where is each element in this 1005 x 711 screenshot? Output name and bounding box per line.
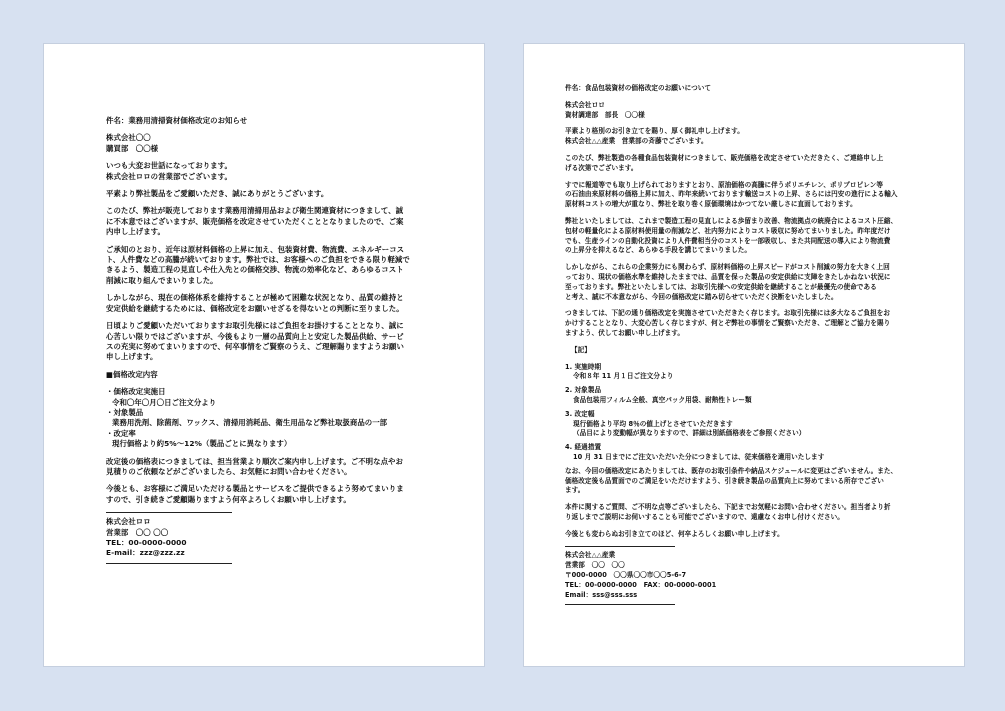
text-line: ご承知のとおり、近年は原材料価格の上昇に加え、包装資材費、物流費、エネルギーコス bbox=[106, 244, 405, 254]
paragraph-7 bbox=[565, 503, 926, 523]
signature-name: 営業部 〇〇 〇〇 bbox=[106, 527, 169, 537]
item-label: 3. 改定幅 bbox=[565, 409, 595, 418]
document-page-2 bbox=[523, 43, 965, 667]
text-line: 原材料コストの増大が重なり、弊社を取り巻く原価環境はかつてない厳しさに直面しております。 bbox=[565, 200, 857, 209]
text-line: 削減に取り組んでまいりました。 bbox=[106, 275, 218, 285]
text-line: すので、引き続きご愛顧賜りますよう何卒よろしくお願い申し上げます。 bbox=[106, 494, 351, 504]
paragraph-3 bbox=[106, 293, 424, 314]
price-details bbox=[106, 387, 424, 449]
ki-heading: 【記】 bbox=[571, 345, 591, 354]
text-line: 安定供給を継続するためには、価格改定をお願いせざるを得ないとの判断に至りました。 bbox=[106, 303, 404, 313]
signature-block bbox=[106, 517, 424, 559]
greeting-line: 平素より格別のお引き立てを賜り、厚く御礼申し上げます。 bbox=[565, 127, 744, 136]
subject-line: 件名：食品包装資材の価格改定のお願いについて bbox=[565, 84, 712, 92]
text-line: すでに報道等でも取り上げられておりますとおり、原油価格の高騰に伴うポリエチレン、ポリプロピレン等 bbox=[565, 180, 883, 189]
text-line: の石油由来原材料の価格上昇に加え、昨年来続いております輸送コストの上昇、さらには円安の進行による輸入 bbox=[565, 190, 898, 199]
recipient-dept: 購買部 〇〇様 bbox=[106, 143, 159, 153]
paragraph-4 bbox=[106, 321, 424, 363]
item-text: 令和８年 11 月１日ご注文分より bbox=[573, 372, 674, 381]
text-line: に不本意ではございますが、販売価格を改定させていただくこととなりましたので、ご案 bbox=[106, 216, 404, 226]
signature-company: 株式会社ロロ bbox=[106, 517, 151, 527]
paragraph-1 bbox=[565, 154, 926, 174]
recipient-company: 株式会社ロロ bbox=[565, 100, 605, 109]
signature-address: 〒000-0000 〇〇県〇〇市〇〇5-6-7 bbox=[565, 571, 687, 580]
text-line: しかしながら、現在の価格体系を維持することが極めて困難な状況となり、品質の維持と bbox=[106, 293, 404, 303]
text-line: でも、生産ラインの自動化投資により人件費相当分のコストを一部吸収し、また共同配送の導入により物流費 bbox=[565, 236, 891, 245]
text-line: 申し上げます。 bbox=[106, 352, 158, 362]
text-line: 包材の軽量化による原材料使用量の削減など、社内努力によりコスト吸収に努めてまいりました。昨年度だけ bbox=[565, 226, 891, 235]
text-line: 改定後の価格表につきましては、担当営業より順次ご案内申し上げます。ご不明な点やお bbox=[106, 456, 403, 466]
text-line: このたび、弊社製造の各種食品包装資材につきまして、販売価格を改定させていただきたく、ご連絡申し上 bbox=[565, 153, 884, 162]
signature-tel: TEL：00-0000-0000 bbox=[106, 538, 187, 547]
paragraph-5 bbox=[565, 309, 926, 338]
paragraph-2 bbox=[565, 181, 926, 210]
detail-label: ・対象製品 bbox=[106, 407, 144, 417]
paragraph-3 bbox=[565, 217, 926, 256]
signature-email: E-mail：zzz@zzz.zz bbox=[106, 548, 185, 558]
signature-name: 営業部 〇〇 〇〇 bbox=[565, 561, 625, 570]
text-line: の上昇分を抑えるなど、あらゆる手段を講じてまいりました。 bbox=[565, 246, 752, 255]
detail-value: 業務用洗剤、除菌剤、ワックス、清掃用消耗品、衛生用品など弊社取扱商品の一部 bbox=[112, 418, 388, 428]
text-line: 価格改定後も品質面でのご満足をいただけますよう、引き続き製品の品質向上に努めてまいる所存でござい bbox=[565, 476, 884, 485]
item-label: 1. 実施時期 bbox=[565, 362, 602, 371]
detail-value: 令和〇年〇月〇日ご注文分より bbox=[112, 397, 217, 407]
thanks-paragraph: 平素より弊社製品をご愛顧いただき、誠にありがとうございます。 bbox=[106, 189, 329, 199]
greeting-line: いつも大変お世話になっております。 bbox=[106, 161, 232, 171]
item-label: 4. 経過措置 bbox=[565, 443, 602, 452]
text-line: 見積りのご依頼などがございましたら、お気軽にお問い合わせください。 bbox=[106, 466, 352, 476]
item-text: 食品包装用フィルム全般、真空パック用袋、耐熱性トレー類 bbox=[573, 395, 752, 404]
paragraph-5 bbox=[106, 457, 424, 478]
greeting-line: 株式会社ロロの営業部でございます。 bbox=[106, 171, 232, 181]
text-line: ますよう、伏してお願い申し上げます。 bbox=[565, 328, 685, 337]
item-text: （品目により変動幅が異なりますので、詳細は別紙価格表をご参照ください） bbox=[573, 429, 806, 438]
text-line: げる次第でございます。 bbox=[565, 163, 638, 172]
item-label: 2. 対象製品 bbox=[565, 386, 602, 395]
recipient-dept: 資材調達部 部長 〇〇様 bbox=[565, 110, 645, 119]
text-line: しかしながら、これらの企業努力にも関わらず、原材料価格の上昇スピードがコスト削減の努力を大きく上回 bbox=[565, 263, 890, 272]
detail-value: 現行価格より約5%～12%（製品ごとに異なります） bbox=[112, 439, 292, 449]
paragraph-4 bbox=[565, 263, 926, 302]
signature-tel-fax: TEL：00-0000-0000 FAX：00-0000-0001 bbox=[565, 580, 717, 589]
paragraph-1 bbox=[106, 206, 424, 237]
text-line: と考え、誠に不本意ながら、今回の価格改定に踏み切らせていただく決断をいたしました。 bbox=[565, 292, 838, 301]
item-list bbox=[565, 363, 926, 463]
text-line: スの充実に努めてまいりますので、何卒事情をご賢察のうえ、ご理解賜りますようお願い bbox=[106, 341, 404, 351]
text-line: 日頃よりご愛顧いただいておりますお取引先様にはご負担をお掛けすることとなり、誠に bbox=[106, 321, 404, 331]
detail-label: ・改定率 bbox=[106, 428, 136, 438]
text-line: 至っております。弊社といたしましては、お取引先様への安定供給を継続することが最優先の使命である bbox=[565, 282, 877, 291]
text-line: このたび、弊社が販売しております業務用清掃用品および衛生関連資材につきまして、誠 bbox=[106, 206, 404, 216]
text-line: かけすることとなり、大変心苦しく存じますが、何とぞ弊社の事情をご賢察いただき、ご理解とご協力を賜り bbox=[565, 319, 891, 328]
text-line: 内申し上げます。 bbox=[106, 227, 165, 237]
text-line: ト、人件費などの高騰が続いております。弊社では、お客様へのご負担をできる限り軽減で bbox=[106, 255, 410, 265]
text-line: つきましては、下記の通り価格改定を実施させていただきたく存じます。お取引先様には多大なるご負担をお bbox=[565, 309, 891, 318]
paragraph-6 bbox=[106, 484, 424, 505]
text-line: り返しまでご説明にお伺いすることも可能でございますので、遠慮なくお申し付けください。 bbox=[565, 512, 844, 521]
text-line: 心苦しい限りではございますが、今後もより一層の品質向上と安定した製品供給、サービ bbox=[106, 331, 404, 341]
recipient-company: 株式会社〇〇 bbox=[106, 133, 151, 143]
signature-divider bbox=[106, 563, 232, 564]
item-text: 10 月 31 日までにご注文いただいた分につきましては、従来価格を適用いたします bbox=[573, 452, 825, 461]
paragraph-2 bbox=[106, 245, 424, 287]
text-line: 弊社といたしましては、これまで製造工程の見直しによる歩留まり改善、物流拠点の統廃合によるコスト圧縮、 bbox=[565, 216, 898, 225]
text-line: 本件に関するご質問、ご不明な点等ございましたら、下記までお気軽にお問い合わせください。担当者より折 bbox=[565, 503, 891, 512]
text-line: っており、現状の価格水準を維持したままでは、品質を保った製品の安定供給に支障をきたしかねない状況に bbox=[565, 272, 891, 281]
closing-line: 今後とも変わらぬお引き立てのほど、何卒よろしくお願い申し上げます。 bbox=[565, 529, 784, 538]
text-line: きるよう、製造工程の見直しや仕入先との価格交渉、物流の効率化など、あらゆるコスト bbox=[106, 265, 404, 275]
text-line: ます。 bbox=[565, 486, 585, 495]
section-title: ■価格改定内容 bbox=[106, 369, 158, 379]
text-line: 今後とも、お客様にご満足いただける製品とサービスをご提供できるよう努めてまいりま bbox=[106, 484, 404, 494]
greeting-line: 株式会社△△産業 営業部の斉藤でございます。 bbox=[565, 137, 708, 146]
paragraph-6 bbox=[565, 467, 926, 496]
signature-company: 株式会社△△産業 bbox=[565, 551, 616, 560]
document-page-1 bbox=[43, 43, 485, 667]
signature-divider bbox=[565, 604, 675, 605]
detail-label: ・価格改定実施日 bbox=[106, 387, 166, 397]
signature-block bbox=[565, 551, 926, 600]
text-line: なお、今回の価格改定にあたりましては、既存のお取引条件や納品スケジュールに変更はございません。また、 bbox=[565, 466, 898, 475]
item-text: 現行価格より平均 8％の値上げとさせていただきます bbox=[573, 419, 733, 428]
subject-line: 件名：業務用清掃資材価格改定のお知らせ bbox=[106, 116, 248, 125]
signature-email: Email：sss@sss.sss bbox=[565, 590, 638, 599]
